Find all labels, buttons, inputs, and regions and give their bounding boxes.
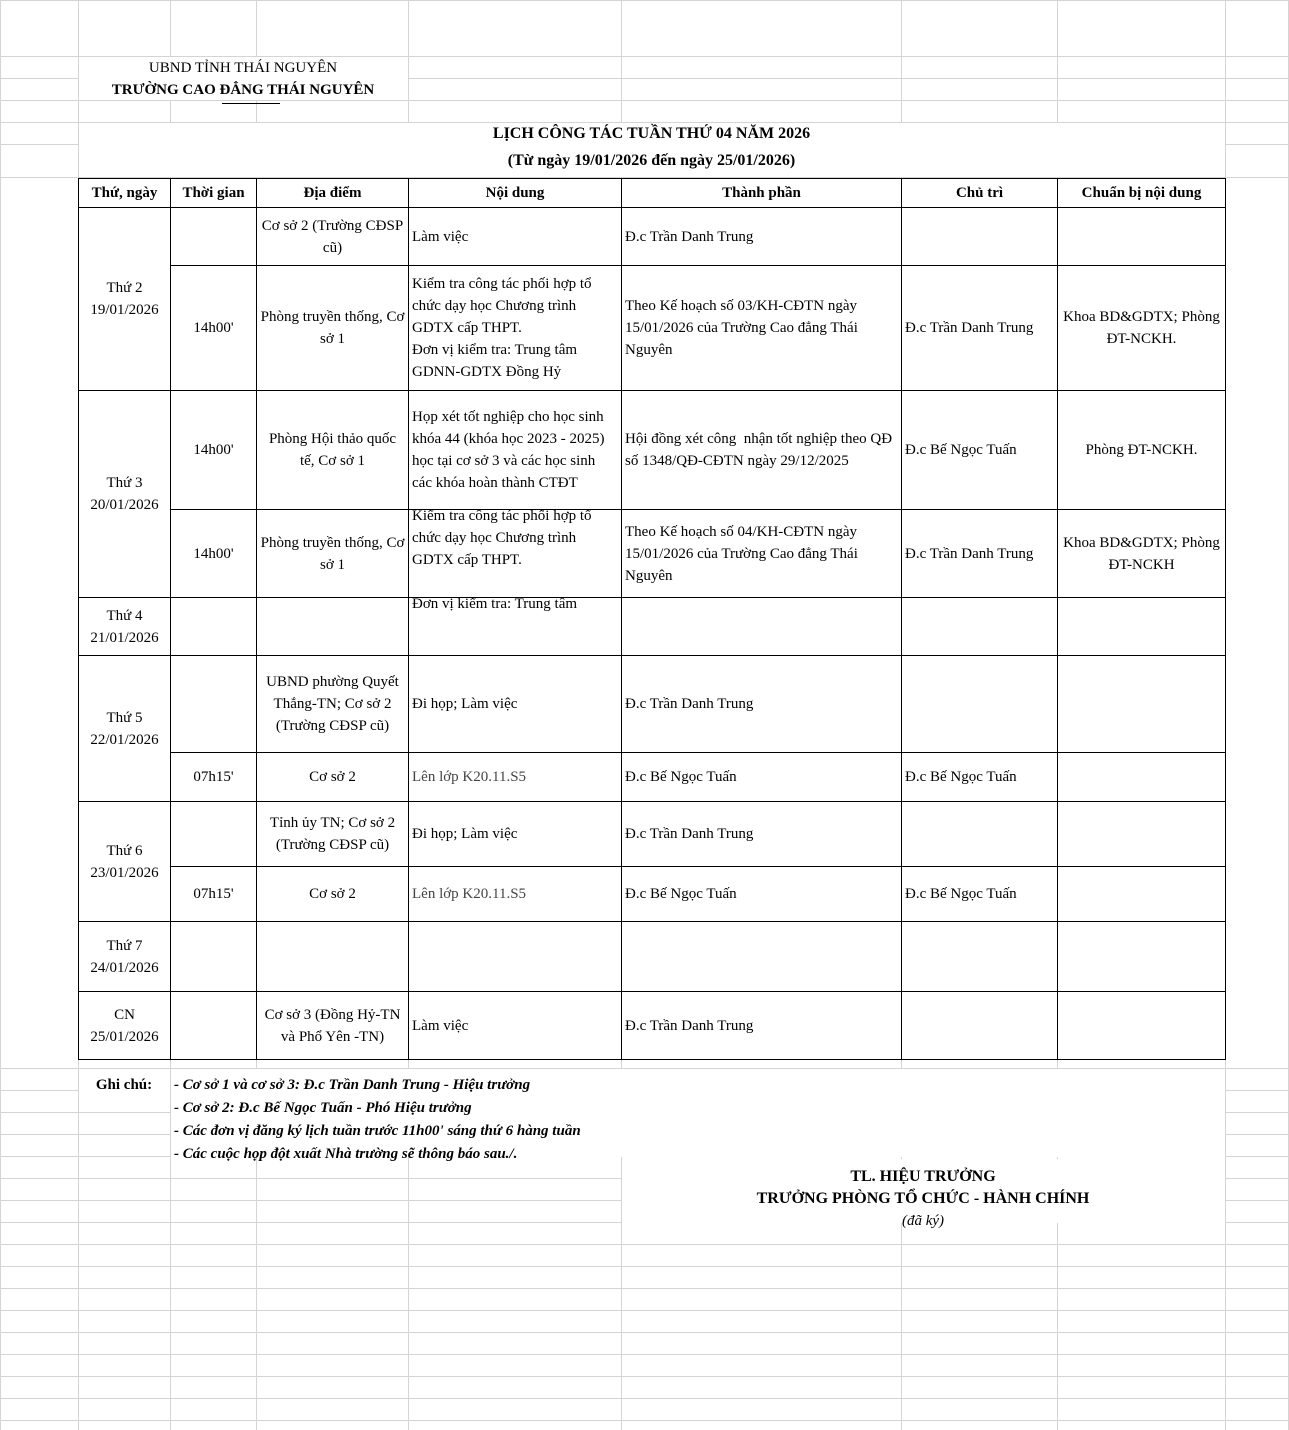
org-name: TRƯỜNG CAO ĐẲNG THÁI NGUYÊN bbox=[111, 82, 375, 98]
table-row bbox=[79, 922, 1226, 992]
participants-cell-text: Đ.c Bế Ngọc Tuấn bbox=[625, 886, 737, 902]
prep-cell bbox=[1058, 867, 1226, 922]
day-cell bbox=[79, 802, 171, 922]
time-cell bbox=[171, 802, 257, 867]
day-date: 24/01/2026 bbox=[90, 959, 159, 976]
place-cell-text: Phòng truyền thống, Cơ sở 1 bbox=[260, 309, 409, 347]
place-cell bbox=[257, 391, 409, 510]
chair-cell-text: Đ.c Trần Danh Trung bbox=[905, 320, 1034, 336]
place-cell bbox=[257, 802, 409, 867]
grid-row-line bbox=[0, 1244, 1289, 1245]
prep-cell bbox=[1058, 802, 1226, 867]
prep-cell bbox=[1058, 510, 1226, 598]
prep-cell bbox=[1058, 391, 1226, 510]
chair-cell-text: Đ.c Bế Ngọc Tuấn bbox=[905, 886, 1017, 902]
schedule-table bbox=[78, 178, 1226, 1060]
content-cell-text: Lên lớp K20.11.S5 bbox=[412, 886, 527, 902]
page-subtitle: (Từ ngày 19/01/2026 đến ngày 25/01/2026) bbox=[507, 152, 796, 169]
chair-cell bbox=[902, 208, 1058, 266]
day-cell bbox=[79, 992, 171, 1060]
grid-row-line bbox=[0, 1420, 1289, 1421]
prep-cell bbox=[1058, 992, 1226, 1060]
day-name: Thứ 4 bbox=[106, 607, 143, 624]
col-header-place: Địa điểm bbox=[257, 179, 409, 208]
participants-cell-text: Đ.c Trần Danh Trung bbox=[625, 1017, 754, 1034]
col-header-chair: Chủ trì bbox=[902, 179, 1058, 208]
participants-cell bbox=[622, 510, 902, 598]
day-cell bbox=[79, 598, 171, 656]
prep-cell bbox=[1058, 598, 1226, 656]
place-cell-text: UBND phường Quyết Thắng-TN; Cơ sở 2 (Trường CĐSP cũ) bbox=[266, 674, 403, 734]
col-header-day: Thứ, ngày bbox=[79, 179, 171, 208]
content-cell bbox=[409, 992, 622, 1060]
grid-column-line bbox=[0, 0, 1, 1430]
grid-row-line bbox=[0, 1266, 1289, 1267]
note-item: - Cơ sở 1 và cơ sở 3: Đ.c Trần Danh Trung - Hiệu trưởng bbox=[174, 1077, 531, 1093]
note-item: - Các cuộc họp đột xuất Nhà trường sẽ thông báo sau./. bbox=[174, 1146, 518, 1162]
day-name: Thứ 6 bbox=[106, 842, 143, 859]
content-cell-text: Kiểm tra công tác phối hợp tổ chức dạy học Chương trình GDTX cấp THPT. Đơn vị kiểm tra: Trung tâm bbox=[412, 507, 592, 612]
table-row bbox=[79, 802, 1226, 867]
time-cell bbox=[171, 510, 257, 598]
time-cell-text: 07h15' bbox=[193, 769, 234, 785]
content-cell bbox=[409, 266, 622, 391]
content-cell bbox=[409, 507, 622, 612]
table-row bbox=[79, 208, 1226, 266]
day-date: 23/01/2026 bbox=[90, 864, 159, 881]
notes-list bbox=[174, 1074, 581, 1166]
time-cell bbox=[171, 391, 257, 510]
participants-cell bbox=[622, 266, 902, 391]
chair-cell bbox=[902, 922, 1058, 992]
col-header-prep: Chuẩn bị nội dung bbox=[1058, 179, 1226, 208]
prep-cell bbox=[1058, 753, 1226, 802]
content-cell-text: Lên lớp K20.11.S5 bbox=[412, 769, 527, 785]
grid-row-line bbox=[0, 1376, 1289, 1377]
content-cell bbox=[409, 753, 622, 802]
participants-cell-text: Theo Kế hoạch số 04/KH-CĐTN ngày 15/01/2026 của Trường Cao đẳng Thái Nguyên bbox=[625, 523, 862, 584]
chair-cell bbox=[902, 266, 1058, 391]
participants-cell bbox=[622, 656, 902, 753]
day-date: 19/01/2026 bbox=[90, 302, 159, 318]
prep-cell bbox=[1058, 266, 1226, 391]
participants-cell bbox=[622, 867, 902, 922]
place-cell bbox=[257, 656, 409, 753]
content-cell bbox=[409, 656, 622, 753]
content-cell bbox=[409, 208, 622, 266]
time-cell bbox=[171, 753, 257, 802]
grid-row-line bbox=[0, 0, 1289, 1]
time-cell bbox=[171, 208, 257, 266]
place-cell-text: Cơ sở 2 (Trường CĐSP cũ) bbox=[261, 217, 407, 256]
table-row bbox=[79, 753, 1226, 802]
content-cell bbox=[409, 391, 622, 510]
day-cell bbox=[79, 922, 171, 992]
day-date: 21/01/2026 bbox=[90, 629, 159, 646]
grid-row-line bbox=[0, 1398, 1289, 1399]
prep-cell-text: Phòng ĐT-NCKH. bbox=[1085, 442, 1198, 458]
time-cell bbox=[171, 867, 257, 922]
place-cell bbox=[257, 753, 409, 802]
place-cell bbox=[257, 992, 409, 1060]
prep-cell bbox=[1058, 922, 1226, 992]
content-cell bbox=[409, 867, 622, 922]
chair-cell bbox=[902, 867, 1058, 922]
col-header-participants: Thành phần bbox=[622, 179, 902, 208]
content-cell-text: Làm việc bbox=[412, 228, 469, 245]
time-cell bbox=[171, 922, 257, 992]
place-cell-text: Tỉnh ủy TN; Cơ sở 2 (Trường CĐSP cũ) bbox=[269, 815, 399, 853]
place-cell-text: Phòng truyền thống, Cơ sở 1 bbox=[260, 534, 409, 573]
participants-cell-text: Đ.c Trần Danh Trung bbox=[625, 826, 754, 842]
grid-row-line bbox=[0, 1288, 1289, 1289]
table-header-row bbox=[79, 179, 1226, 208]
day-name: CN bbox=[114, 1006, 135, 1023]
day-cell bbox=[79, 656, 171, 802]
prep-cell-text: Khoa BD&GDTX; Phòng ĐT-NCKH bbox=[1063, 534, 1224, 573]
participants-cell-text: Đ.c Trần Danh Trung bbox=[625, 696, 754, 712]
table-row bbox=[79, 391, 1226, 510]
signature-title: TL. HIỆU TRƯỞNG bbox=[850, 1168, 996, 1185]
place-cell-text: Phòng Hội thảo quốc tế, Cơ sở 1 bbox=[268, 431, 400, 469]
chair-cell bbox=[902, 598, 1058, 656]
table-row bbox=[79, 266, 1226, 391]
time-cell-text: 14h00' bbox=[193, 545, 234, 562]
table-row bbox=[79, 598, 1226, 656]
col-header-time: Thời gian bbox=[171, 179, 257, 208]
place-cell-text: Cơ sở 2 bbox=[309, 769, 356, 785]
content-cell-text: Họp xét tốt nghiệp cho học sinh khóa 44 (khóa học 2023 - 2025) học tại cơ sở 3 và các học sinh các khóa hoàn thành CTĐT bbox=[412, 409, 609, 491]
grid-row-line bbox=[0, 1354, 1289, 1355]
place-cell bbox=[257, 266, 409, 391]
place-cell bbox=[257, 598, 409, 656]
chair-cell-text: Đ.c Bế Ngọc Tuấn bbox=[905, 769, 1017, 785]
grid-row-line bbox=[0, 1332, 1289, 1333]
chair-cell bbox=[902, 391, 1058, 510]
time-cell-text: 14h00' bbox=[193, 320, 234, 336]
chair-cell bbox=[902, 802, 1058, 867]
col-header-content: Nội dung bbox=[409, 179, 622, 208]
place-cell-text: Cơ sở 3 (Đồng Hỷ-TN và Phổ Yên -TN) bbox=[264, 1006, 405, 1045]
content-cell bbox=[409, 922, 622, 992]
prep-cell bbox=[1058, 656, 1226, 753]
place-cell bbox=[257, 208, 409, 266]
participants-cell bbox=[622, 922, 902, 992]
content-cell-text: Làm việc bbox=[412, 1017, 469, 1034]
prep-cell bbox=[1058, 208, 1226, 266]
time-cell bbox=[171, 656, 257, 753]
participants-cell bbox=[622, 753, 902, 802]
time-cell bbox=[171, 598, 257, 656]
participants-cell-text: Hội đồng xét công nhận tốt nghiệp theo QĐ số 1348/QĐ-CĐTN ngày 29/12/2025 bbox=[625, 431, 896, 469]
place-cell-text: Cơ sở 2 bbox=[309, 886, 356, 902]
participants-cell-text: Đ.c Bế Ngọc Tuấn bbox=[625, 769, 737, 785]
day-name: Thứ 5 bbox=[106, 709, 143, 726]
time-cell bbox=[171, 266, 257, 391]
content-cell-text: Kiểm tra công tác phối hợp tổ chức dạy học Chương trình GDTX cấp THPT. Đơn vị kiểm tra: Trung tâm GDNN-GDTX Đồng Hỷ bbox=[412, 276, 592, 380]
day-name: Thứ 7 bbox=[106, 937, 143, 954]
table-row bbox=[79, 867, 1226, 922]
place-cell bbox=[257, 867, 409, 922]
day-date: 22/01/2026 bbox=[90, 731, 159, 748]
day-name: Thứ 2 bbox=[106, 280, 143, 296]
note-item: - Các đơn vị đăng ký lịch tuần trước 11h00' sáng thứ 6 hàng tuần bbox=[174, 1123, 581, 1139]
signature-status: (đã ký) bbox=[901, 1213, 945, 1229]
notes-label: Ghi chú: bbox=[95, 1077, 153, 1093]
chair-cell bbox=[902, 510, 1058, 598]
table-row bbox=[79, 992, 1226, 1060]
participants-cell-text: Đ.c Trần Danh Trung bbox=[625, 228, 754, 245]
day-date: 25/01/2026 bbox=[90, 1028, 159, 1045]
chair-cell-text: Đ.c Trần Danh Trung bbox=[905, 545, 1034, 562]
content-cell bbox=[409, 802, 622, 867]
participants-cell bbox=[622, 208, 902, 266]
place-cell bbox=[257, 922, 409, 992]
time-cell-text: 07h15' bbox=[193, 886, 234, 902]
place-cell bbox=[257, 510, 409, 598]
note-item: - Cơ sở 2: Đ.c Bế Ngọc Tuấn - Phó Hiệu trưởng bbox=[174, 1100, 472, 1116]
org-parent: UBND TỈNH THÁI NGUYÊN bbox=[148, 60, 338, 76]
content-cell-text: Đi họp; Làm việc bbox=[412, 696, 518, 712]
table-row bbox=[79, 656, 1226, 753]
day-cell bbox=[79, 391, 171, 598]
participants-cell bbox=[622, 802, 902, 867]
day-name: Thứ 3 bbox=[106, 475, 143, 491]
header-underline bbox=[222, 103, 280, 104]
prep-cell-text: Khoa BD&GDTX; Phòng ĐT-NCKH. bbox=[1063, 309, 1224, 347]
time-cell bbox=[171, 992, 257, 1060]
participants-cell bbox=[622, 598, 902, 656]
page-title: LỊCH CÔNG TÁC TUẦN THỨ 04 NĂM 2026 bbox=[492, 125, 811, 142]
chair-cell bbox=[902, 656, 1058, 753]
participants-cell bbox=[622, 391, 902, 510]
day-date: 20/01/2026 bbox=[90, 497, 159, 513]
chair-cell bbox=[902, 753, 1058, 802]
day-cell bbox=[79, 208, 171, 391]
content-cell-text: Đi họp; Làm việc bbox=[412, 826, 518, 842]
table-row bbox=[79, 510, 1226, 598]
chair-cell bbox=[902, 992, 1058, 1060]
time-cell-text: 14h00' bbox=[193, 442, 234, 458]
signature-position: TRƯỞNG PHÒNG TỔ CHỨC - HÀNH CHÍNH bbox=[756, 1190, 1090, 1207]
chair-cell-text: Đ.c Bế Ngọc Tuấn bbox=[905, 442, 1017, 458]
participants-cell-text: Theo Kế hoạch số 03/KH-CĐTN ngày 15/01/2026 của Trường Cao đẳng Thái Nguyên bbox=[625, 298, 862, 358]
grid-row-line bbox=[0, 1310, 1289, 1311]
participants-cell bbox=[622, 992, 902, 1060]
